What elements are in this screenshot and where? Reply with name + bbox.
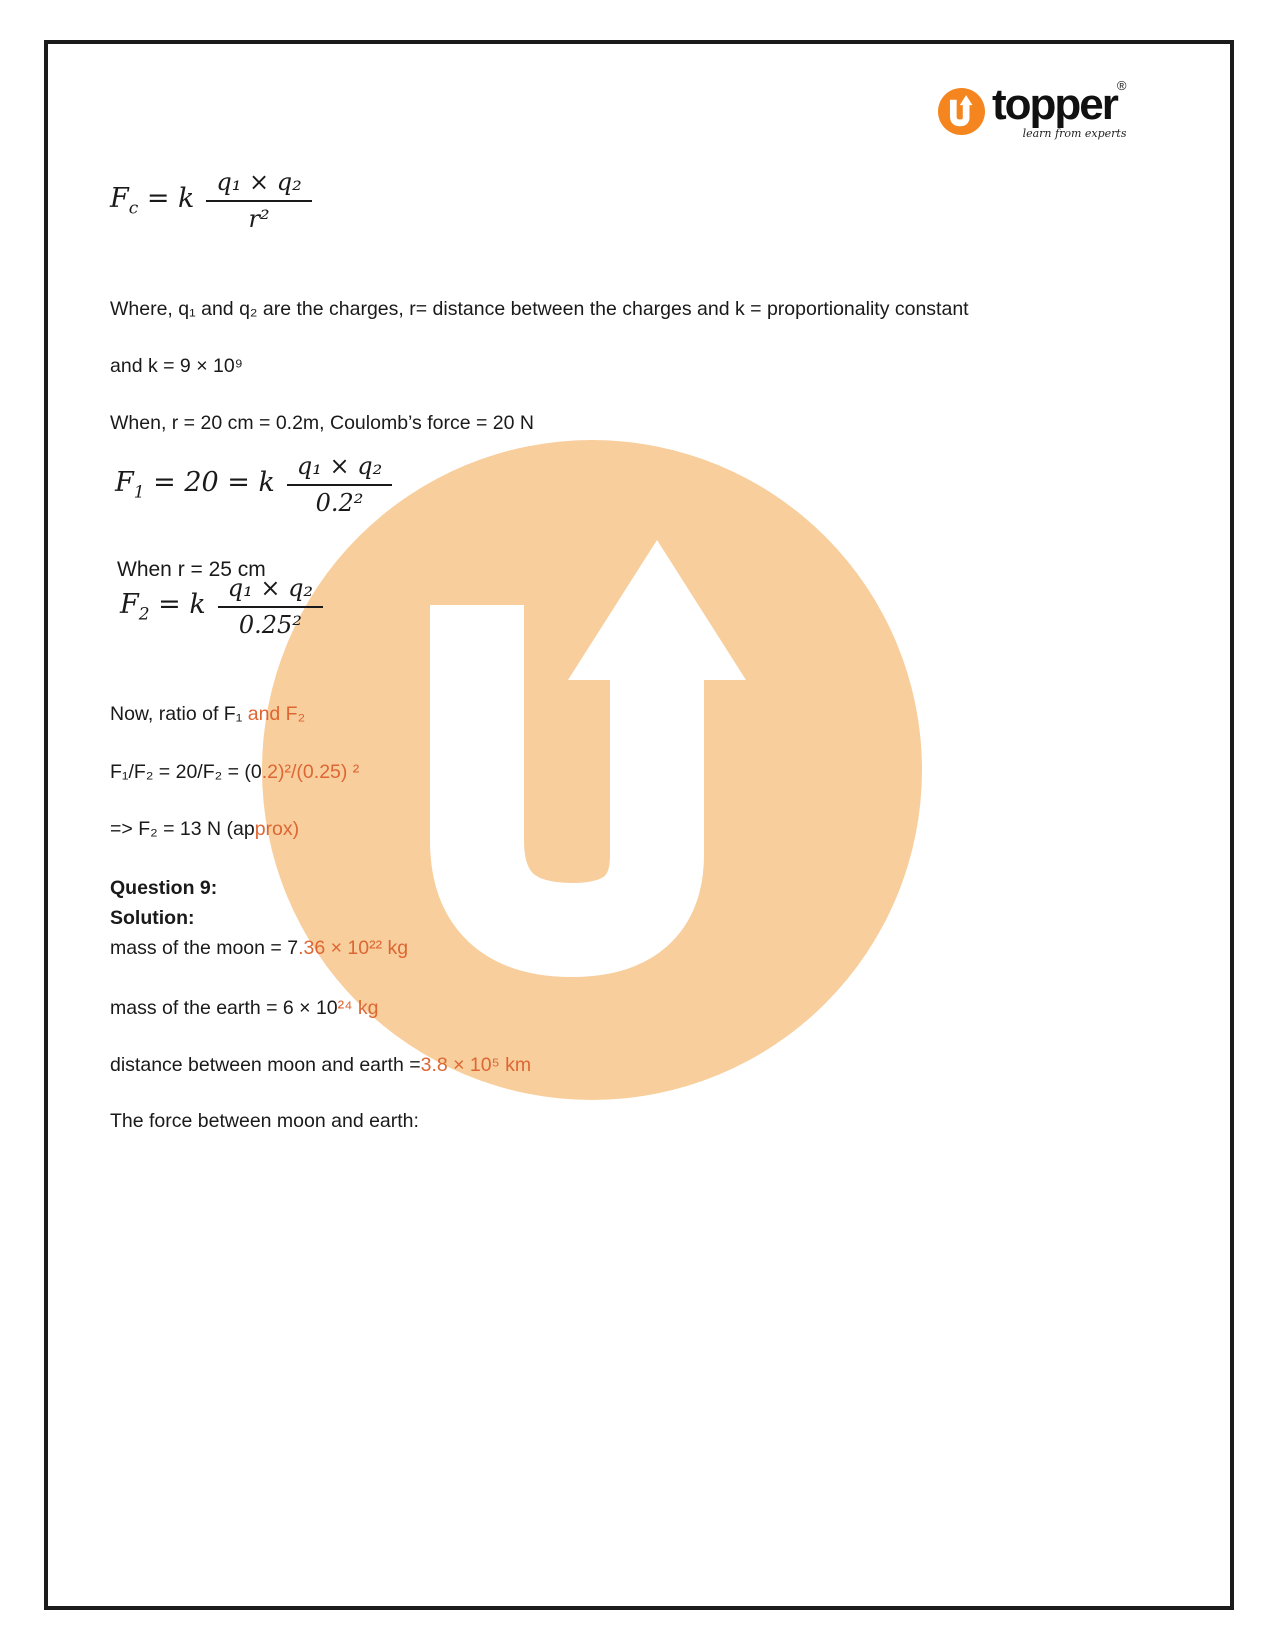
paragraph-when-r25: When r = 25 cm: [117, 558, 266, 581]
logo-text: [992, 78, 1127, 140]
fraction-numerator: q₁ × q₂: [218, 574, 323, 608]
paragraph-where-charges: Where, q₁ and q₂ are the charges, r= distance between the charges and k = proportionality constant: [110, 297, 969, 320]
paragraph-force-intro: The force between moon and earth:: [110, 1109, 419, 1132]
brand-logo: [938, 78, 1127, 140]
paragraph-mass-moon: mass of the moon = 7.36 × 10²² kg: [110, 936, 409, 959]
paragraph-mass-earth: mass of the earth = 6 × 10²⁴ kg: [110, 996, 379, 1019]
formula-subscript: 2: [138, 604, 150, 625]
formula-lead: [110, 183, 194, 218]
paragraph-ratio-equation: F₁/F₂ = 20/F₂ = (0.2)²/(0.25) ²: [110, 760, 360, 783]
fraction-denominator: 0.2²: [315, 489, 364, 517]
formula-lead: [120, 589, 206, 624]
paragraph-k-value: and k = 9 × 10⁹: [110, 354, 244, 377]
formula-f2: [120, 574, 323, 639]
fraction: [206, 168, 311, 233]
formula-var: F: [110, 182, 129, 214]
formula-var: F: [120, 588, 139, 620]
formula-subscript: 1: [133, 482, 145, 503]
paragraph-when-r20: When, r = 20 cm = 0.2m, Coulomb’s force = 20 N: [110, 411, 534, 434]
brand-tagline: learn from experts: [1022, 126, 1127, 140]
fraction-numerator: q₁ × q₂: [287, 452, 392, 486]
fraction: [287, 452, 392, 517]
fraction-numerator: q₁ × q₂: [206, 168, 311, 202]
heading-question-9: Question 9:: [110, 876, 218, 899]
fraction-denominator: r²: [248, 205, 270, 233]
paragraph-ratio-intro: Now, ratio of F₁ and F₂: [110, 702, 306, 725]
paragraph-distance: distance between moon and earth =3.8 × 10⁵ km: [110, 1053, 532, 1076]
registered-mark: ®: [1116, 78, 1127, 93]
logo-u-arrow-icon: [938, 88, 985, 135]
formula-var: F: [115, 466, 134, 498]
formula-subscript: c: [128, 198, 139, 219]
formula-mid: = k: [149, 588, 206, 620]
formula-mid: = k: [138, 182, 195, 214]
fraction: [218, 574, 323, 639]
brand-name: topper: [992, 80, 1117, 129]
formula-coulomb-general: [110, 168, 312, 233]
formula-mid: = 20 = k: [144, 466, 275, 498]
heading-solution: Solution:: [110, 906, 195, 929]
formula-lead: [115, 467, 275, 502]
paragraph-f2-result: => F₂ = 13 N (approx): [110, 817, 300, 840]
fraction-denominator: 0.25²: [238, 611, 302, 639]
formula-f1: [115, 452, 392, 517]
